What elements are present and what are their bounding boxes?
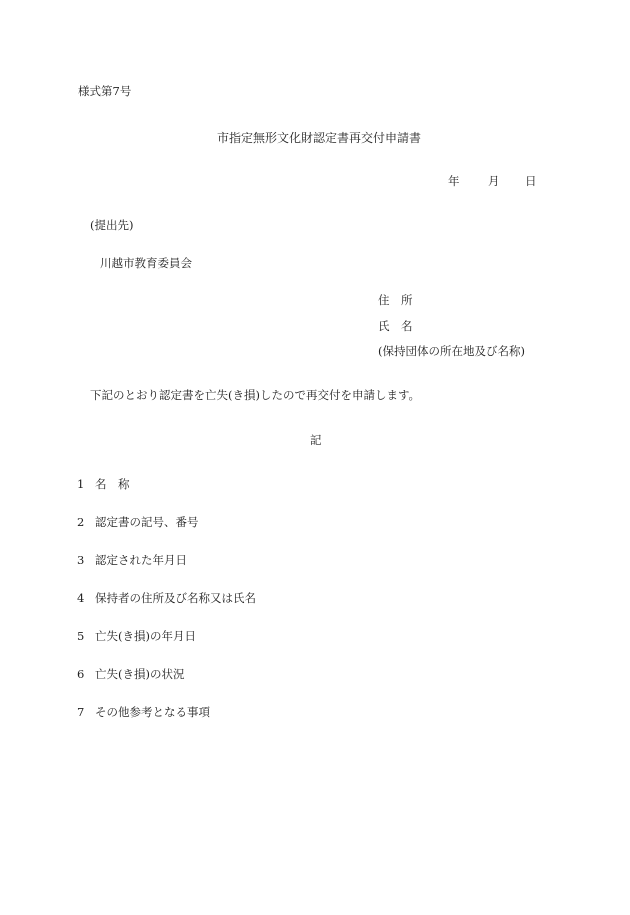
list-item [77,593,256,605]
item-number: 7 [77,705,85,719]
date-line [448,176,537,188]
lead-paragraph: 下記のとおり認定書を亡失(き損)したので再交付を申請します。 [90,388,421,402]
applicant-address-label: 住 所 [378,293,413,307]
recipient-name: 川越市教育委員会 [100,256,192,270]
list-item [77,631,196,643]
submit-to-label: (提出先) [90,218,134,232]
list-item [77,517,199,529]
list-item [77,479,130,491]
date-day-label: 日 [525,174,537,188]
item-label: 名 称 [95,477,130,491]
item-number: 1 [77,477,85,491]
applicant-org-note: (保持団体の所在地及び名称) [378,344,525,358]
item-number: 4 [77,591,85,605]
list-item [77,669,184,681]
item-number: 6 [77,667,85,681]
form-number: 様式第7号 [78,84,132,98]
date-month-label: 月 [488,174,500,188]
document-title: 市指定無形文化財認定書再交付申請書 [217,131,422,145]
ki-heading: 記 [310,433,322,447]
item-label: 亡失(き損)の状況 [95,667,185,681]
item-number: 3 [77,553,85,567]
item-label: 保持者の住所及び名称又は氏名 [95,591,256,605]
item-label: その他参考となる事項 [95,705,210,719]
item-label: 認定された年月日 [95,553,187,567]
item-number: 5 [77,629,85,643]
list-item [77,707,210,719]
item-label: 認定書の記号、番号 [95,515,199,529]
applicant-name-label: 氏 名 [378,319,413,333]
item-number: 2 [77,515,85,529]
list-item [77,555,187,567]
item-label: 亡失(き損)の年月日 [95,629,196,643]
date-year-label: 年 [448,174,460,188]
